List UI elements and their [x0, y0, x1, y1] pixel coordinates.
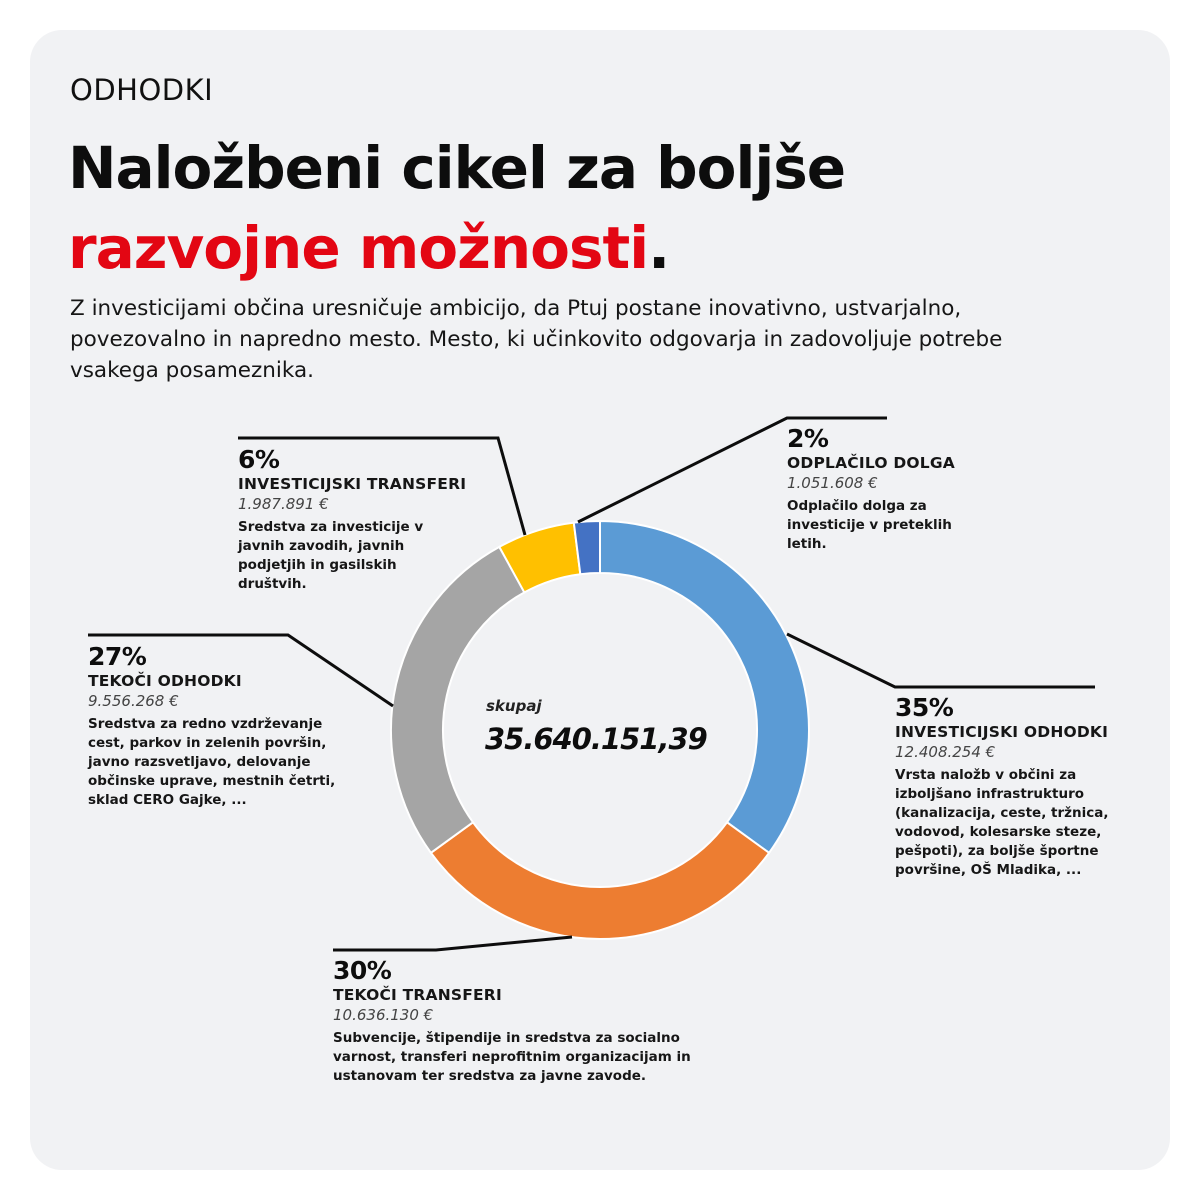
slice-amount: 12.408.254 € — [895, 743, 996, 761]
donut-slice-investicijski-odhodki — [600, 521, 809, 853]
slice-description: Vrsta naložb v občini za izboljšano infrastrukturo (kanalizacija, ceste, tržnica, vodovod, kolesarske steze, pešpoti), za boljše športne površine, OŠ Mladika, ... — [895, 767, 1109, 878]
callout-odplacilo-dolga — [787, 425, 987, 554]
title-highlight: razvojne možnosti — [68, 214, 649, 282]
slice-percent: 2% — [787, 424, 829, 453]
donut-slice-tekoci-transferi — [431, 822, 769, 939]
slice-description: Sredstva za redno vzdrževanje cest, parkov in zelenih površin, javno razsvetljavo, delovanje občinske uprave, mestnih četrti, sklad CERO Gajke, ... — [88, 716, 336, 808]
slice-description: Odplačilo dolga za investicije v preteklih letih. — [787, 498, 952, 552]
callout-investicijski-transferi — [238, 445, 467, 594]
slice-label: ODPLAČILO DOLGA — [787, 454, 955, 472]
slice-label: INVESTICIJSKI TRANSFERI — [238, 475, 467, 493]
callout-tekoci-transferi — [333, 957, 733, 1086]
slice-description: Subvencije, štipendije in sredstva za socialno varnost, transferi neprofitnim organizacijam in ustanovam ter sredstva za javne zavode. — [333, 1030, 691, 1084]
slice-percent: 30% — [333, 956, 392, 985]
slice-amount: 9.556.268 € — [88, 692, 179, 710]
intro-paragraph: Z investicijami občina uresničuje ambicijo, da Ptuj postane inovativno, ustvarjalno, povezovalno in napredno mesto. Mesto, ki učinkovito odgovarja in zadovoljuje potrebe vsakega posameznika. — [70, 296, 1003, 383]
callout-investicijski-odhodki — [895, 694, 1145, 880]
slice-percent: 35% — [895, 693, 954, 722]
callout-tekoci-odhodki — [88, 643, 353, 810]
slice-amount: 1.051.608 € — [787, 474, 878, 492]
section-kicker: ODHODKI — [70, 73, 214, 107]
total-label: skupaj — [486, 697, 542, 715]
slice-percent: 27% — [88, 642, 147, 671]
slice-label: TEKOČI TRANSFERI — [333, 986, 502, 1004]
slice-description: Sredstva za investicije v javnih zavodih, javnih podjetjih in gasilskih društvih. — [238, 519, 424, 592]
title-dot: . — [648, 214, 670, 282]
leader-line-investicijski-odhodki — [787, 634, 1095, 687]
total-value: 35.640.151,39 — [485, 722, 707, 756]
slice-label: TEKOČI ODHODKI — [88, 672, 242, 690]
slice-amount: 1.987.891 € — [238, 495, 329, 513]
slice-percent: 6% — [238, 445, 280, 474]
slice-label: INVESTICIJSKI ODHODKI — [895, 723, 1109, 741]
title-line-1: Naložbeni cikel za boljše — [68, 134, 846, 202]
leader-line-tekoci-transferi — [333, 937, 572, 950]
slice-amount: 10.636.130 € — [333, 1006, 434, 1024]
